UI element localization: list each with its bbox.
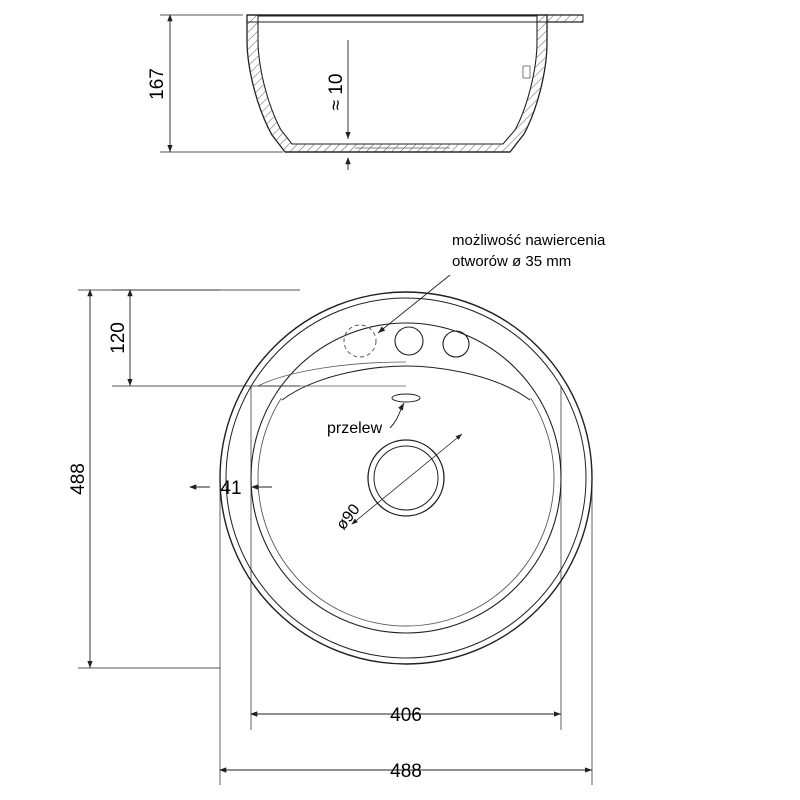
dim-label-10: ≈ 10 bbox=[326, 73, 347, 111]
sink-bowl-outer-circle bbox=[251, 323, 561, 633]
section-outer-profile bbox=[247, 15, 547, 152]
dim-label-488-vertical: 488 bbox=[68, 463, 89, 495]
overflow-slot bbox=[392, 394, 420, 402]
section-view bbox=[147, 14, 583, 170]
sink-bowl-inner-circle bbox=[258, 330, 554, 626]
dim-label-406: 406 bbox=[390, 705, 422, 726]
dim-label-167: 167 bbox=[147, 68, 168, 100]
deck-ledge-arc bbox=[282, 366, 530, 400]
tap-hole-center bbox=[395, 327, 423, 355]
note-holes-leader bbox=[378, 275, 450, 333]
dim-label-120: 120 bbox=[108, 322, 129, 354]
section-inner-profile bbox=[258, 16, 537, 144]
tap-hole-right bbox=[443, 331, 469, 357]
sink-outer-circle bbox=[220, 292, 592, 664]
dim-label-90: ø90 bbox=[333, 501, 364, 534]
drain-inner-circle bbox=[374, 446, 438, 510]
dim-label-488-horizontal: 488 bbox=[390, 761, 422, 782]
plan-view bbox=[68, 232, 606, 785]
overflow-label: przelew bbox=[327, 420, 383, 437]
note-holes-line1: możliwość nawiercenia bbox=[452, 232, 606, 249]
sink-rim-circle bbox=[226, 298, 586, 658]
dim-label-41: 41 bbox=[220, 478, 242, 499]
note-holes-line2: otworów ø 35 mm bbox=[452, 253, 572, 270]
drain-outer-circle bbox=[368, 440, 444, 516]
overflow-leader bbox=[390, 403, 404, 428]
